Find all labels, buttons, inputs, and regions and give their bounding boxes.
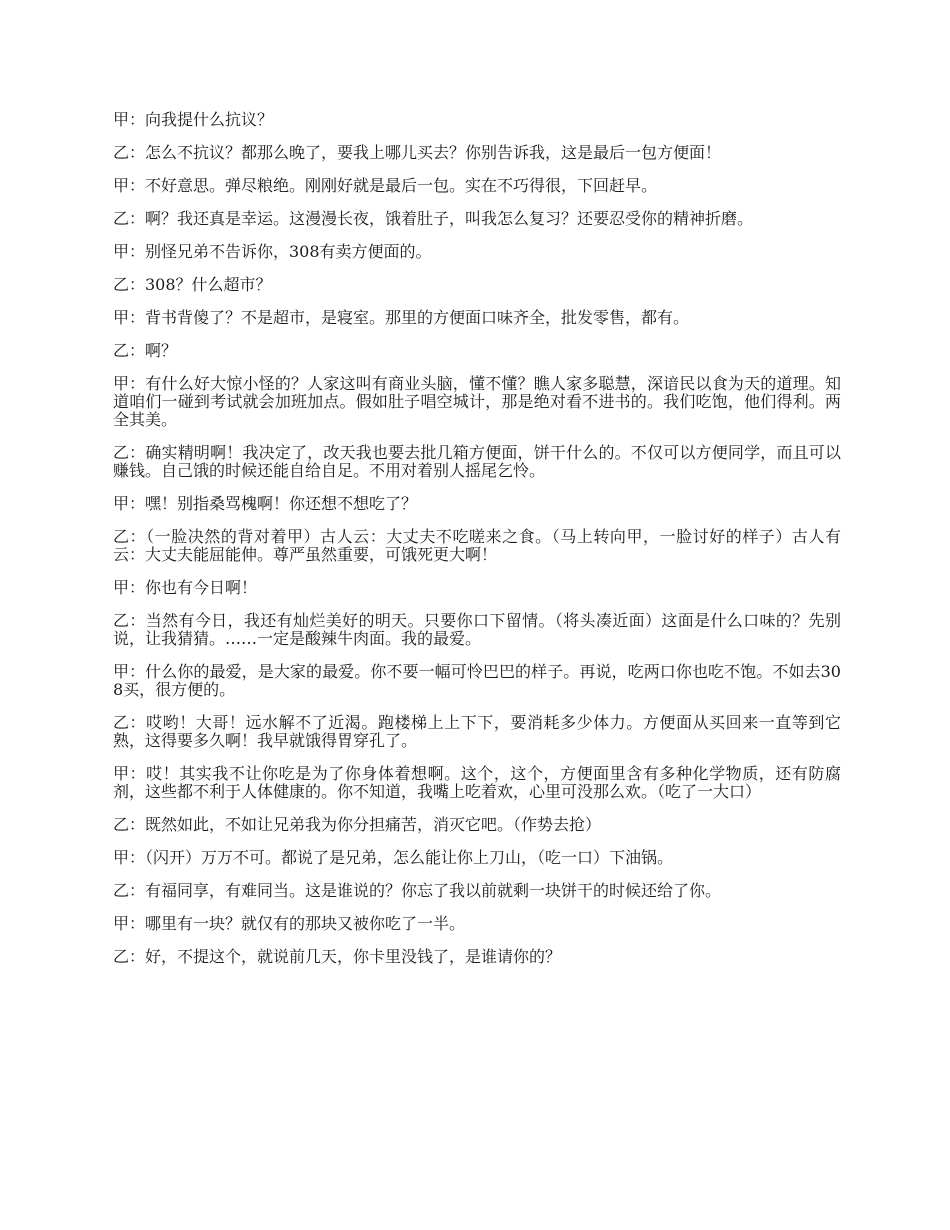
dialogue-line: 甲：你也有今日啊！ xyxy=(113,578,258,597)
dialogue-body xyxy=(113,111,841,981)
dialogue-line: 甲：哎！其实我不让你吃是为了你身体着想啊。这个，这个，方便面里含有多种化学物质，还有防腐剂，这些都不利于人体健康的。你不知道，我嘴上吃着欢，心里可没那么欢。（吃了一大口） xyxy=(113,764,841,801)
dialogue-line: 乙：啊？ xyxy=(113,341,178,360)
dialogue-line: 乙：确实精明啊！我决定了，改天我也要去批几箱方便面，饼干什么的。不仅可以方便同学，而且可以赚钱。自己饿的时候还能自给自足。不用对着别人摇尾乞怜。 xyxy=(113,443,841,480)
dialogue-line: 乙：有福同享，有难同当。这是谁说的？你忘了我以前就剩一块饼干的时候还给了你。 xyxy=(113,881,722,900)
dialogue-line: 乙：好，不提这个，就说前几天，你卡里没钱了，是谁请你的？ xyxy=(113,947,562,966)
dialogue-line: 乙：啊？我还真是幸运。这漫漫长夜，饿着肚子，叫我怎么复习？还要忍受你的精神折磨。 xyxy=(113,209,754,228)
dialogue-line: 甲：什么你的最爱，是大家的最爱。你不要一幅可怜巴巴的样子。再说，吃两口你也吃不饱。不如去308买，很方便的。 xyxy=(113,662,841,699)
dialogue-line: 甲：不好意思。弹尽粮绝。刚刚好就是最后一包。实在不巧得很，下回赶早。 xyxy=(113,176,658,195)
dialogue-line: 乙：哎哟！大哥！远水解不了近渴。跑楼梯上上下下，要消耗多少体力。方便面从买回来一直等到它熟，这得要多久啊！我早就饿得胃穿孔了。 xyxy=(113,713,841,750)
dialogue-line: 甲：背书背傻了？不是超市，是寝室。那里的方便面口味齐全，批发零售，都有。 xyxy=(113,308,690,327)
dialogue-line: 乙：怎么不抗议？都那么晚了，要我上哪儿买去？你别告诉我，这是最后一包方便面！ xyxy=(113,143,722,162)
dialogue-line: 甲：（闪开）万万不可。都说了是兄弟，怎么能让你上刀山，（吃一口）下油锅。 xyxy=(113,848,674,867)
dialogue-line: 甲：有什么好大惊小怪的？人家这叫有商业头脑，懂不懂？瞧人家多聪慧，深谙民以食为天的道理。知道咱们一碰到考试就会加班加点。假如肚子唱空城计，那是绝对看不进书的。我们吃饱，他们得利。两全其美。 xyxy=(113,374,841,429)
dialogue-line: 乙：（一脸决然的背对着甲）古人云：大丈夫不吃嗟来之食。（马上转向甲，一脸讨好的样子）古人有云：大丈夫能屈能伸。尊严虽然重要，可饿死更大啊！ xyxy=(113,527,841,564)
dialogue-line: 乙：308？什么超市？ xyxy=(113,275,272,294)
dialogue-line: 甲：别怪兄弟不告诉你，308有卖方便面的。 xyxy=(113,242,432,261)
dialogue-line: 甲：嘿！别指桑骂槐啊！你还想不想吃了？ xyxy=(113,494,418,513)
dialogue-line: 甲：向我提什么抗议？ xyxy=(113,110,274,129)
dialogue-line: 乙：当然有今日，我还有灿烂美好的明天。只要你口下留情。（将头凑近面）这面是什么口味的？先别说，让我猜猜。……一定是酸辣牛肉面。我的最爱。 xyxy=(113,611,841,648)
dialogue-line: 甲：哪里有一块？就仅有的那块又被你吃了一半。 xyxy=(113,914,466,933)
dialogue-line: 乙：既然如此，不如让兄弟我为你分担痛苦，消灭它吧。（作势去抢） xyxy=(113,815,602,834)
